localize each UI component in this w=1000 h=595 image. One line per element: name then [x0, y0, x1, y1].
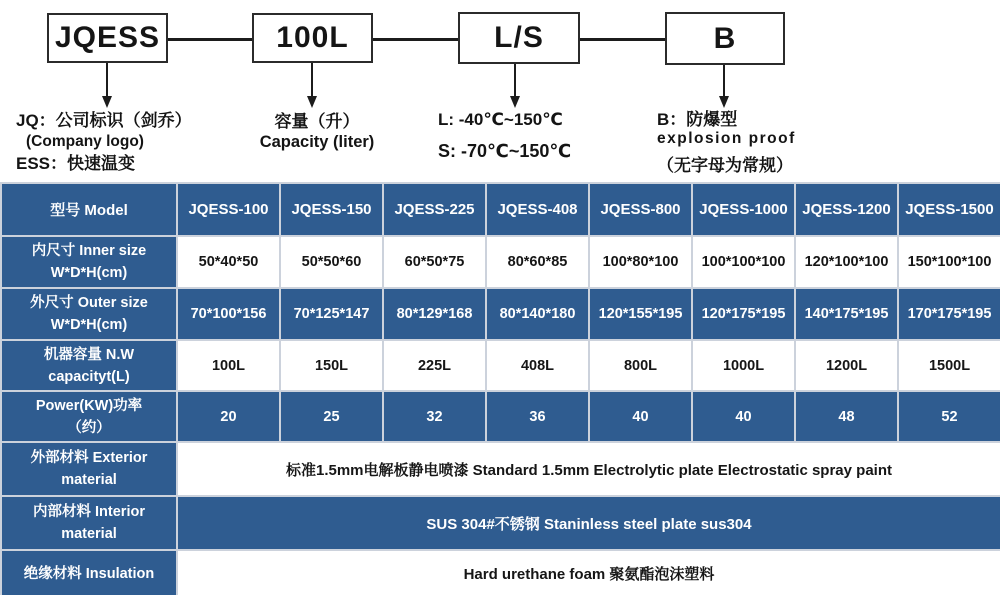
row-label-line1: 绝缘材料 Insulation [23, 565, 155, 582]
merged-spec-cell: Hard urethane foam 聚氨酯泡沫塑料 [177, 550, 1000, 595]
header-cell: JQESS-1500 [898, 183, 1000, 236]
spec-cell: 120*100*100 [795, 236, 898, 288]
down-arrow-head-icon [510, 96, 520, 108]
header-cell: JQESS-408 [486, 183, 589, 236]
header-cell-model: 型号 Model [1, 183, 177, 236]
spec-cell: 50*50*60 [280, 236, 383, 288]
row-label-capacity [1, 340, 177, 391]
temp-range-box: L/S [458, 12, 580, 64]
spec-cell: 40 [692, 391, 795, 442]
spec-cell: 52 [898, 391, 1000, 442]
capacity-box: 100L [252, 13, 373, 63]
row-label-power [1, 391, 177, 442]
spec-cell: 100*100*100 [692, 236, 795, 288]
table-row-exterior-material [1, 442, 1000, 496]
spec-cell: 20 [177, 391, 280, 442]
spec-cell: 170*175*195 [898, 288, 1000, 340]
spec-cell: 408L [486, 340, 589, 391]
merged-spec-cell: SUS 304#不锈钢 Staninless steel plate sus304 [177, 496, 1000, 550]
row-label-line1: 外尺寸 Outer size [30, 295, 148, 311]
header-cell: JQESS-800 [589, 183, 692, 236]
temp-range-annotation [438, 109, 571, 162]
row-label-line2: material [61, 526, 117, 542]
spec-cell: 100*80*100 [589, 236, 692, 288]
row-label-line1: 机器容量 N.W [43, 346, 135, 363]
spec-cell: 60*50*75 [383, 236, 486, 288]
capacity-annotation [237, 111, 397, 153]
table-row-interior-material [1, 496, 1000, 550]
row-label-line1: 外部材料 Exterior [30, 450, 148, 466]
connector-line [168, 38, 252, 41]
prefix-annotation [16, 110, 192, 174]
table-row-capacity [1, 340, 1000, 391]
row-label-line2: W*D*H(cm) [50, 265, 128, 281]
table-header-row [1, 183, 1000, 236]
table-row-power [1, 391, 1000, 442]
spec-table [0, 182, 1000, 595]
spec-cell: 1500L [898, 340, 1000, 391]
row-label-line2: （约） [67, 419, 111, 436]
spec-cell: 150L [280, 340, 383, 391]
connector-line [373, 38, 458, 41]
spec-cell: 140*175*195 [795, 288, 898, 340]
prefix-annotation-line2: (Company logo) [26, 133, 144, 150]
table-row-insulation [1, 550, 1000, 595]
row-label-outer-size [1, 288, 177, 340]
explosion-annotation-line2: explosion proof [657, 130, 796, 147]
row-label-line2: material [61, 472, 117, 488]
spec-cell: 100L [177, 340, 280, 391]
header-cell: JQESS-100 [177, 183, 280, 236]
spec-cell: 80*140*180 [486, 288, 589, 340]
spec-cell: 50*40*50 [177, 236, 280, 288]
row-label-insulation [1, 550, 177, 595]
temp-range-annotation-line2: S: -70℃~150℃ [438, 141, 572, 161]
table-row-outer-size [1, 288, 1000, 340]
row-label-exterior-material [1, 442, 177, 496]
prefix-annotation-line3: ESS：快速温变 [16, 154, 136, 173]
down-arrow [106, 63, 108, 97]
row-label-line2: W*D*H(cm) [50, 317, 128, 333]
spec-cell: 225L [383, 340, 486, 391]
down-arrow-head-icon [719, 96, 729, 108]
spec-cell: 70*100*156 [177, 288, 280, 340]
row-label-inner-size [1, 236, 177, 288]
header-cell: JQESS-1000 [692, 183, 795, 236]
explosion-proof-box: B [665, 12, 785, 65]
spec-cell: 1000L [692, 340, 795, 391]
spec-cell: 120*155*195 [589, 288, 692, 340]
prefix-annotation-line1: JQ：公司标识（剑乔） [16, 111, 192, 130]
connector-line [580, 38, 665, 41]
spec-cell: 48 [795, 391, 898, 442]
row-label-interior-material [1, 496, 177, 550]
table-row-inner-size [1, 236, 1000, 288]
spec-cell: 36 [486, 391, 589, 442]
down-arrow [723, 65, 725, 97]
spec-cell: 80*60*85 [486, 236, 589, 288]
spec-cell: 32 [383, 391, 486, 442]
header-cell: JQESS-150 [280, 183, 383, 236]
spec-cell: 25 [280, 391, 383, 442]
spec-cell: 1200L [795, 340, 898, 391]
spec-cell: 150*100*100 [898, 236, 1000, 288]
spec-cell: 70*125*147 [280, 288, 383, 340]
explosion-annotation-line3: （无字母为常规） [657, 156, 793, 175]
model-prefix-box: JQESS [47, 13, 168, 63]
down-arrow-head-icon [307, 96, 317, 108]
merged-spec-cell: 标准1.5mm电解板静电喷漆 Standard 1.5mm Electrolytic plate Electrostatic spray paint [177, 442, 1000, 496]
capacity-annotation-line1: 容量（升） [274, 112, 360, 131]
capacity-annotation-line2: Capacity (liter) [259, 133, 375, 151]
spec-cell: 120*175*195 [692, 288, 795, 340]
header-cell: JQESS-1200 [795, 183, 898, 236]
down-arrow-head-icon [102, 96, 112, 108]
row-label-line2: capacityt(L) [48, 368, 130, 385]
spec-cell: 80*129*168 [383, 288, 486, 340]
temp-range-annotation-line1: L: -40℃~150℃ [438, 110, 563, 129]
down-arrow [514, 64, 516, 97]
spec-cell: 40 [589, 391, 692, 442]
explosion-annotation-line1: B：防爆型 [657, 110, 738, 129]
row-label-line1: 内尺寸 Inner size [31, 243, 147, 259]
row-label-line1: 内部材料 Interior [33, 504, 145, 520]
down-arrow [311, 63, 313, 97]
explosion-annotation [657, 110, 796, 175]
spec-cell: 800L [589, 340, 692, 391]
header-cell: JQESS-225 [383, 183, 486, 236]
row-label-line1: Power(KW)功率 [35, 397, 143, 414]
